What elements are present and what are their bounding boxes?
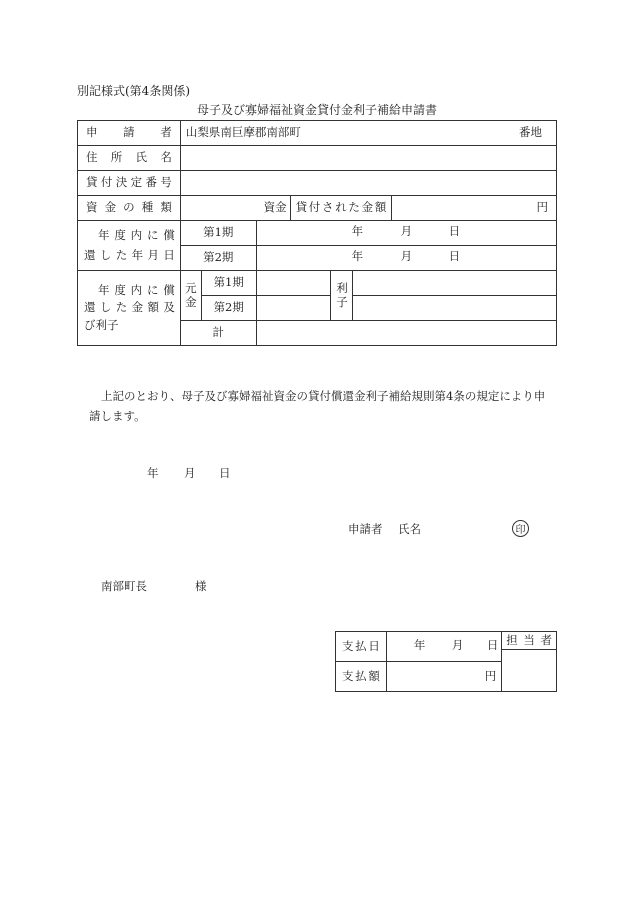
paid-amount-label: 支払額 xyxy=(342,668,380,683)
interest-label-cell xyxy=(331,271,353,321)
repay-date-period2-year: 年 xyxy=(351,249,364,263)
repay-date-period1-value[interactable] xyxy=(256,221,556,246)
repay-date-period2-label: 第2期 xyxy=(180,246,256,271)
interest-period1-value[interactable] xyxy=(353,271,557,296)
application-table xyxy=(77,120,557,346)
total-label: 計 xyxy=(180,321,256,346)
repay-date-period1-label: 第1期 xyxy=(180,221,256,246)
loan-amount-label-cell xyxy=(290,196,392,221)
principal-period1-label: 第1期 xyxy=(201,271,256,296)
seal-mark: 印 xyxy=(512,520,529,537)
application-date-month: 月 xyxy=(184,466,196,480)
loan-number-label-cell xyxy=(78,171,181,196)
staff-label: 担当者 xyxy=(506,633,552,647)
repay-date-period2-month: 月 xyxy=(400,249,413,263)
repay-date-period1-month: 月 xyxy=(400,224,413,238)
application-date-day: 日 xyxy=(219,466,231,480)
repay-date-label-cell xyxy=(78,221,181,271)
application-date-year: 年 xyxy=(147,466,159,480)
paid-date-value[interactable] xyxy=(386,632,501,662)
applicant-label-bottom: 申請者 xyxy=(348,522,383,536)
loan-amount-value-cell[interactable] xyxy=(392,196,557,221)
interest-label-char1: 利 xyxy=(336,281,348,296)
paid-date-label: 支払日 xyxy=(342,638,380,653)
paid-amount-value[interactable] xyxy=(386,662,501,692)
principal-label-char2: 金 xyxy=(185,294,197,309)
repay-date-period1-year: 年 xyxy=(351,224,364,238)
address-name-label: 住 所 氏 名 xyxy=(86,150,172,165)
repay-date-period1-day: 日 xyxy=(448,224,461,238)
address-value-cell[interactable] xyxy=(180,121,556,146)
interest-label-char2: 子 xyxy=(336,294,348,309)
principal-label-char1: 元 xyxy=(185,281,197,296)
repay-date-period2-value[interactable] xyxy=(256,246,556,271)
name-value-cell[interactable] xyxy=(180,146,556,171)
interest-period2-value[interactable] xyxy=(353,296,557,321)
repay-date-label-line2: 還した年月日 xyxy=(84,247,175,262)
loan-number-value-cell[interactable] xyxy=(180,171,556,196)
payment-record-table xyxy=(335,631,557,692)
form-title: 母子及び寡婦福祉資金貸付金利子補給申請書 xyxy=(197,103,438,117)
paid-date-month: 月 xyxy=(451,637,464,652)
repay-amount-label-line1: 年度内に償 xyxy=(98,283,175,298)
principal-period2-label: 第2期 xyxy=(201,296,256,321)
address-name-label-cell xyxy=(78,146,181,171)
principal-period2-value[interactable] xyxy=(256,296,331,321)
repay-amount-label-line2: 還した金額及 xyxy=(84,300,175,315)
applicant-label-cell xyxy=(78,121,181,146)
fund-type-label-cell xyxy=(78,196,181,221)
repay-amount-label-cell xyxy=(78,271,181,346)
principal-period1-value[interactable] xyxy=(256,271,331,296)
applicant-name-label: 氏名 xyxy=(398,522,421,536)
staff-label-box xyxy=(502,632,556,650)
form-number-label: 別記様式(第4条関係) xyxy=(77,84,190,98)
address-banchi-suffix: 番地 xyxy=(519,125,542,140)
repay-amount-label-line3: び利子 xyxy=(84,317,119,332)
staff-cell[interactable] xyxy=(502,632,557,692)
loan-amount-yen: 円 xyxy=(536,200,548,215)
paid-amount-label-cell xyxy=(336,662,387,692)
paid-date-label-cell xyxy=(336,632,387,662)
statement-line2: 請します。 xyxy=(89,409,146,423)
addressee: 南部町長 xyxy=(101,579,147,593)
paid-date-year: 年 xyxy=(413,637,426,652)
fund-suffix: 資金 xyxy=(263,200,287,215)
fund-type-label: 資金の種類 xyxy=(86,200,172,215)
repay-date-label-line1: 年度内に償 xyxy=(98,228,175,243)
loan-number-label: 貸付決定番号 xyxy=(86,175,172,190)
paid-amount-yen: 円 xyxy=(484,668,497,683)
loan-amount-label: 貸付された金額 xyxy=(295,200,387,215)
repay-date-period2-day: 日 xyxy=(448,249,461,263)
fund-type-value-cell[interactable] xyxy=(180,196,290,221)
total-value[interactable] xyxy=(256,321,556,346)
principal-label-cell xyxy=(180,271,201,321)
statement-line1: 上記のとおり、母子及び寡婦福祉資金の貸付償還金利子補給規則第4条の規定により申 xyxy=(101,389,546,403)
applicant-label: 申 請 者 xyxy=(86,125,172,140)
addressee-honorific: 様 xyxy=(195,579,207,593)
paid-date-day: 日 xyxy=(486,637,499,652)
address-prefix: 山梨県南巨摩郡南部町 xyxy=(185,125,301,140)
